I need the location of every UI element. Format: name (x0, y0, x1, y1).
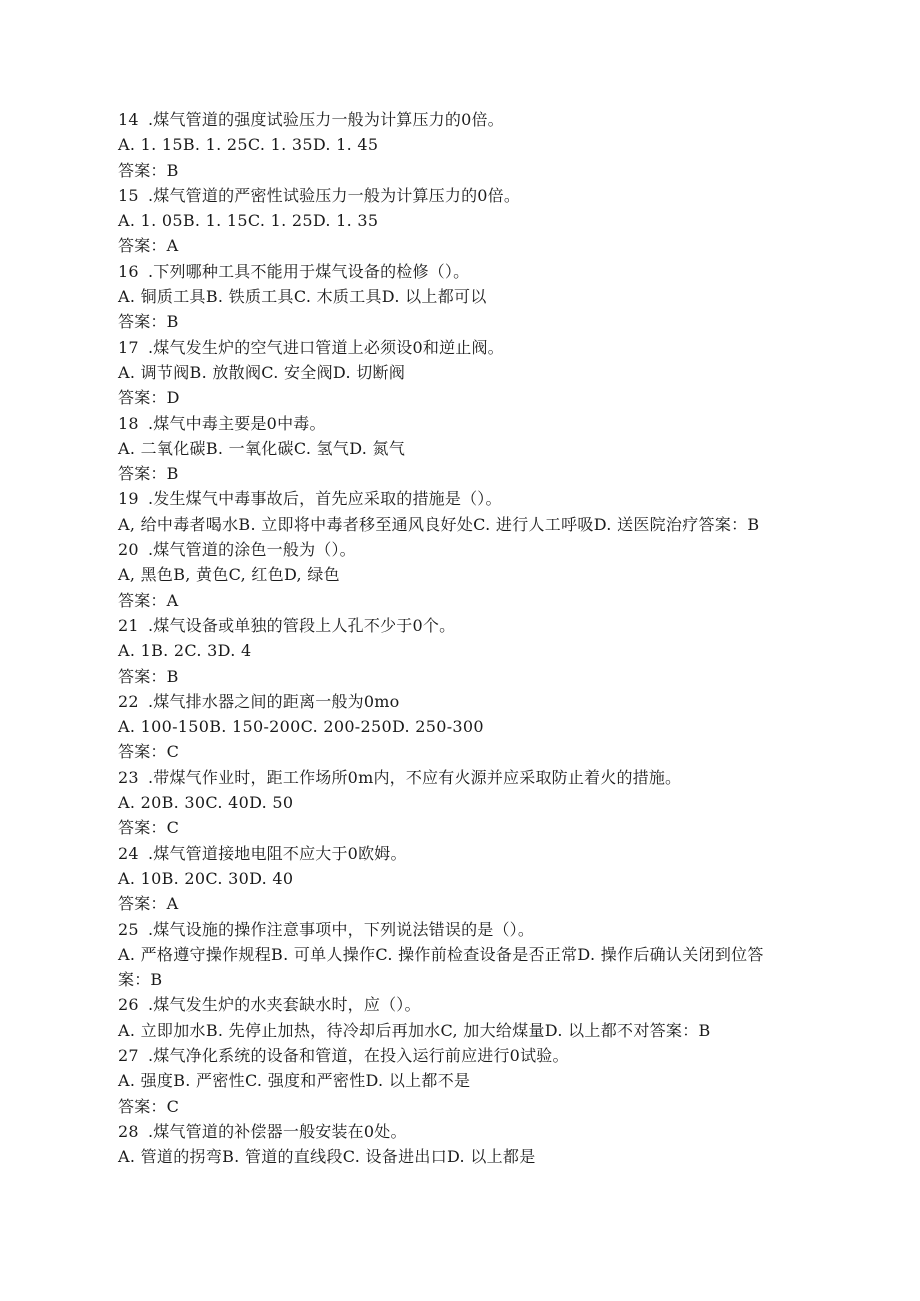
question-line (118, 1043, 838, 1068)
answer-line: 答案：D (118, 388, 180, 408)
question-text: .煤气设施的操作注意事项中，下列说法错误的是（）。 (148, 919, 535, 939)
answer-line: 答案：C (118, 818, 180, 838)
options-line: A. 二氧化碳B. 一氧化碳C. 氢气D. 氮气 (118, 438, 406, 458)
question-line (118, 335, 838, 360)
options-line: A. 1. 05B. 1. 15C. 1. 25D. 1. 35 (118, 211, 379, 231)
question-number: 19 (118, 489, 139, 509)
question-text: .煤气管道的强度试验压力一般为计算压力的0倍。 (148, 110, 504, 129)
question-number: 28 (118, 1121, 139, 1141)
question-line (118, 992, 838, 1017)
options-line: A. 1. 15B. 1. 25C. 1. 35D. 1. 45 (118, 135, 379, 155)
question-line (118, 259, 838, 284)
question-text: .煤气设备或单独的管段上人孔不少于0个。 (148, 615, 456, 635)
options-line: A. 立即加水B. 先停止加热，待冷却后再加水C, 加大给煤量D. 以上都不对答案：B (118, 1020, 711, 1040)
options-line: A. 管道的拐弯B. 管道的直线段C. 设备进出口D. 以上都是 (118, 1147, 536, 1167)
question-number: 20 (118, 540, 139, 560)
question-text: .煤气管道的严密性试验压力一般为计算压力的0倍。 (148, 185, 521, 205)
answer-line: 答案：B (118, 160, 179, 180)
options-line: A. 调节阀B. 放散阀C. 安全阀D. 切断阀 (118, 362, 406, 382)
options-line: A, 给中毒者喝水B. 立即将中毒者移至通风良好处C. 进行人工呼吸D. 送医院治疗答案：B (118, 514, 760, 534)
options-line: A. 1B. 2C. 3D. 4 (118, 641, 252, 661)
options-line: A. 铜质工具B. 铁质工具C. 木质工具D. 以上都可以 (118, 287, 487, 307)
question-number: 27 (118, 1045, 139, 1065)
question-line (118, 537, 838, 562)
question-number: 18 (118, 413, 139, 433)
question-line (118, 1119, 838, 1144)
question-number: 25 (118, 919, 139, 939)
options-line: A, 黑色B, 黄色C, 红色D, 绿色 (118, 565, 340, 585)
answer-line: 答案：B (118, 666, 179, 686)
question-number: 14 (118, 110, 139, 129)
question-line (118, 613, 838, 638)
question-text: .煤气管道的涂色一般为（）。 (148, 540, 356, 560)
question-number: 24 (118, 843, 139, 863)
question-text: .煤气排水器之间的距离一般为0mo (148, 691, 400, 711)
question-text: .煤气中毒主要是0中毒。 (148, 413, 326, 433)
question-line (118, 689, 838, 714)
answer-line: 答案：B (118, 312, 179, 332)
options-line: A. 强度B. 严密性C. 强度和严密性D. 以上都不是 (118, 1071, 471, 1091)
answer-line: 案：B (118, 970, 163, 990)
answer-line: 答案：A (118, 894, 179, 914)
question-line (118, 765, 838, 790)
options-line: A. 20B. 30C. 40D. 50 (118, 793, 294, 813)
question-number: 15 (118, 185, 139, 205)
question-line (118, 183, 838, 208)
question-line (118, 917, 838, 942)
document-page (118, 107, 838, 1169)
question-number: 22 (118, 691, 139, 711)
question-line (118, 486, 838, 511)
answer-line: 答案：C (118, 1096, 180, 1116)
options-line: A. 100-150B. 150-200C. 200-250D. 250-300 (118, 717, 484, 737)
question-text: .煤气净化系统的设备和管道，在投入运行前应进行0试验。 (148, 1045, 569, 1065)
question-text: .煤气发生炉的水夹套缺水时，应（）。 (148, 995, 421, 1015)
answer-line: 答案：A (118, 590, 179, 610)
question-line (118, 841, 838, 866)
question-text: .带煤气作业时，距工作场所0m内，不应有火源并应采取防止着火的措施。 (148, 767, 682, 787)
question-number: 17 (118, 337, 139, 357)
answer-line: 答案：B (118, 464, 179, 484)
answer-line: 答案：C (118, 742, 180, 762)
question-text: .发生煤气中毒事故后，首先应采取的措施是（）。 (148, 489, 502, 509)
options-line: A. 严格遵守操作规程B. 可单人操作C. 操作前检查设备是否正常D. 操作后确认关闭到位答 (118, 944, 764, 964)
answer-line: 答案：A (118, 236, 179, 256)
question-number: 23 (118, 767, 139, 787)
question-text: .下列哪种工具不能用于煤气设备的检修（）。 (148, 261, 470, 281)
question-number: 16 (118, 261, 139, 281)
question-text: .煤气发生炉的空气进口管道上必须设0和逆止阀。 (148, 337, 504, 357)
question-line (118, 107, 838, 132)
question-text: .煤气管道的补偿器一般安装在0处。 (148, 1121, 407, 1141)
question-text: .煤气管道接地电阻不应大于0欧姆。 (148, 843, 407, 863)
question-number: 26 (118, 995, 139, 1015)
question-line (118, 411, 838, 436)
question-number: 21 (118, 615, 139, 635)
options-line: A. 10B. 20C. 30D. 40 (118, 868, 294, 888)
